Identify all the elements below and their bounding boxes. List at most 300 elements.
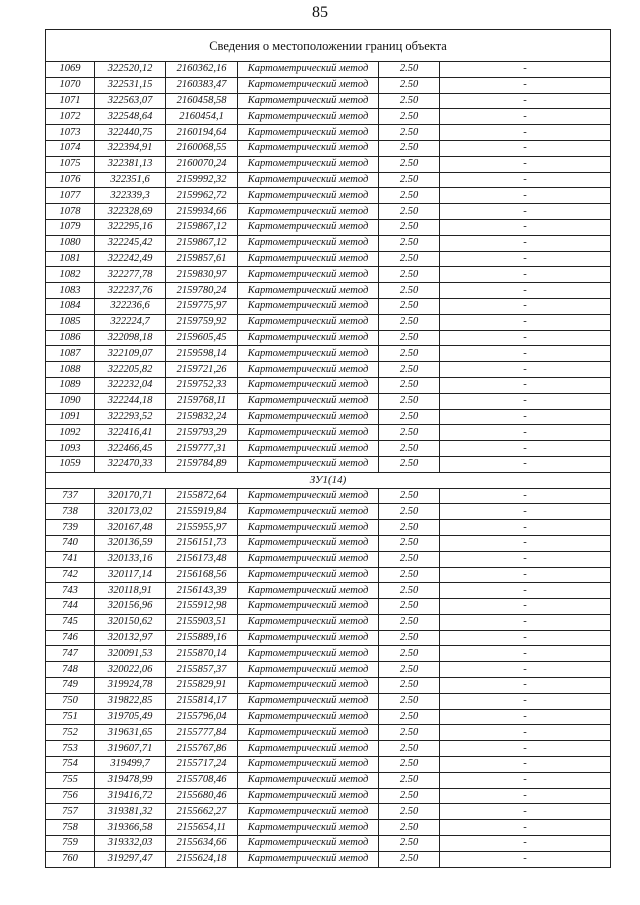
- precision-cell: 2.50: [379, 772, 440, 788]
- precision-cell: 2.50: [379, 235, 440, 251]
- description-cell: -: [440, 804, 611, 820]
- description-cell: -: [440, 93, 611, 109]
- table-row: [46, 172, 611, 188]
- method-cell: Картометрический метод: [238, 172, 379, 188]
- point-number-cell: 760: [46, 851, 95, 867]
- table-row: [46, 456, 611, 472]
- x-coordinate-cell: 322277,78: [95, 267, 166, 283]
- description-cell: -: [440, 488, 611, 504]
- precision-cell: 2.50: [379, 504, 440, 520]
- table-title: Сведения о местоположении границ объекта: [46, 30, 611, 62]
- x-coordinate-cell: 322109,07: [95, 346, 166, 362]
- y-coordinate-cell: 2159598,14: [166, 346, 238, 362]
- y-coordinate-cell: 2159784,89: [166, 456, 238, 472]
- point-number-cell: 755: [46, 772, 95, 788]
- x-coordinate-cell: 322236,6: [95, 298, 166, 314]
- y-coordinate-cell: 2156168,56: [166, 567, 238, 583]
- y-coordinate-cell: 2155814,17: [166, 693, 238, 709]
- method-cell: Картометрический метод: [238, 646, 379, 662]
- table-row: [46, 314, 611, 330]
- section-header-row: [46, 472, 611, 488]
- description-cell: -: [440, 693, 611, 709]
- point-number-cell: 748: [46, 662, 95, 678]
- y-coordinate-cell: 2156143,39: [166, 583, 238, 599]
- precision-cell: 2.50: [379, 488, 440, 504]
- method-cell: Картометрический метод: [238, 836, 379, 852]
- y-coordinate-cell: 2160194,64: [166, 125, 238, 141]
- table-row: [46, 156, 611, 172]
- y-coordinate-cell: 2159857,61: [166, 251, 238, 267]
- precision-cell: 2.50: [379, 188, 440, 204]
- precision-cell: 2.50: [379, 662, 440, 678]
- point-number-cell: 746: [46, 630, 95, 646]
- description-cell: -: [440, 757, 611, 773]
- table-row: [46, 298, 611, 314]
- y-coordinate-cell: 2156173,48: [166, 551, 238, 567]
- description-cell: -: [440, 535, 611, 551]
- point-number-cell: 757: [46, 804, 95, 820]
- point-number-cell: 1076: [46, 172, 95, 188]
- x-coordinate-cell: 322531,15: [95, 77, 166, 93]
- table-row: [46, 614, 611, 630]
- precision-cell: 2.50: [379, 599, 440, 615]
- method-cell: Картометрический метод: [238, 551, 379, 567]
- point-number-cell: 1090: [46, 393, 95, 409]
- y-coordinate-cell: 2160383,47: [166, 77, 238, 93]
- method-cell: Картометрический метод: [238, 567, 379, 583]
- precision-cell: 2.50: [379, 314, 440, 330]
- description-cell: -: [440, 662, 611, 678]
- y-coordinate-cell: 2160068,55: [166, 140, 238, 156]
- table-row: [46, 425, 611, 441]
- precision-cell: 2.50: [379, 393, 440, 409]
- method-cell: Картометрический метод: [238, 851, 379, 867]
- x-coordinate-cell: 320133,16: [95, 551, 166, 567]
- point-number-cell: 1074: [46, 140, 95, 156]
- point-number-cell: 750: [46, 693, 95, 709]
- x-coordinate-cell: 320156,96: [95, 599, 166, 615]
- precision-cell: 2.50: [379, 693, 440, 709]
- y-coordinate-cell: 2155870,14: [166, 646, 238, 662]
- precision-cell: 2.50: [379, 346, 440, 362]
- y-coordinate-cell: 2155872,64: [166, 488, 238, 504]
- table-row: [46, 219, 611, 235]
- description-cell: -: [440, 77, 611, 93]
- description-cell: -: [440, 441, 611, 457]
- table-row: [46, 788, 611, 804]
- precision-cell: 2.50: [379, 804, 440, 820]
- description-cell: -: [440, 741, 611, 757]
- description-cell: -: [440, 172, 611, 188]
- x-coordinate-cell: 322520,12: [95, 62, 166, 78]
- y-coordinate-cell: 2160454,1: [166, 109, 238, 125]
- y-coordinate-cell: 2155662,27: [166, 804, 238, 820]
- description-cell: -: [440, 188, 611, 204]
- table-row: [46, 235, 611, 251]
- description-cell: -: [440, 788, 611, 804]
- x-coordinate-cell: 322328,69: [95, 204, 166, 220]
- method-cell: Картометрический метод: [238, 346, 379, 362]
- description-cell: -: [440, 851, 611, 867]
- point-number-cell: 744: [46, 599, 95, 615]
- description-cell: -: [440, 267, 611, 283]
- precision-cell: 2.50: [379, 757, 440, 773]
- x-coordinate-cell: 322563,07: [95, 93, 166, 109]
- method-cell: Картометрический метод: [238, 314, 379, 330]
- point-number-cell: 1070: [46, 77, 95, 93]
- point-number-cell: 753: [46, 741, 95, 757]
- y-coordinate-cell: 2159777,31: [166, 441, 238, 457]
- table-row: [46, 251, 611, 267]
- y-coordinate-cell: 2155889,16: [166, 630, 238, 646]
- method-cell: Картометрический метод: [238, 725, 379, 741]
- method-cell: Картометрический метод: [238, 757, 379, 773]
- point-number-cell: 1089: [46, 377, 95, 393]
- x-coordinate-cell: 319607,71: [95, 741, 166, 757]
- table-row: [46, 820, 611, 836]
- method-cell: Картометрический метод: [238, 362, 379, 378]
- table-row: [46, 551, 611, 567]
- precision-cell: 2.50: [379, 851, 440, 867]
- table-row: [46, 583, 611, 599]
- y-coordinate-cell: 2159605,45: [166, 330, 238, 346]
- table-row: [46, 409, 611, 425]
- precision-cell: 2.50: [379, 678, 440, 694]
- point-number-cell: 1093: [46, 441, 95, 457]
- method-cell: Картометрический метод: [238, 188, 379, 204]
- x-coordinate-cell: 322237,76: [95, 283, 166, 299]
- method-cell: Картометрический метод: [238, 219, 379, 235]
- description-cell: -: [440, 504, 611, 520]
- method-cell: Картометрический метод: [238, 425, 379, 441]
- point-number-cell: 1080: [46, 235, 95, 251]
- method-cell: Картометрический метод: [238, 662, 379, 678]
- description-cell: -: [440, 551, 611, 567]
- precision-cell: 2.50: [379, 741, 440, 757]
- point-number-cell: 738: [46, 504, 95, 520]
- description-cell: -: [440, 219, 611, 235]
- method-cell: Картометрический метод: [238, 409, 379, 425]
- y-coordinate-cell: 2155634,66: [166, 836, 238, 852]
- y-coordinate-cell: 2155654,11: [166, 820, 238, 836]
- x-coordinate-cell: 320117,14: [95, 567, 166, 583]
- table-row: [46, 62, 611, 78]
- description-cell: -: [440, 456, 611, 472]
- x-coordinate-cell: 322295,16: [95, 219, 166, 235]
- precision-cell: 2.50: [379, 709, 440, 725]
- y-coordinate-cell: 2159867,12: [166, 235, 238, 251]
- table-row: [46, 140, 611, 156]
- y-coordinate-cell: 2155717,24: [166, 757, 238, 773]
- method-cell: Картометрический метод: [238, 488, 379, 504]
- table-row: [46, 346, 611, 362]
- section-title: ЗУ1(14): [46, 472, 611, 488]
- table-row: [46, 567, 611, 583]
- table-row: [46, 283, 611, 299]
- table-row: [46, 535, 611, 551]
- method-cell: Картометрический метод: [238, 820, 379, 836]
- point-number-cell: 1072: [46, 109, 95, 125]
- description-cell: -: [440, 377, 611, 393]
- method-cell: Картометрический метод: [238, 456, 379, 472]
- y-coordinate-cell: 2159780,24: [166, 283, 238, 299]
- precision-cell: 2.50: [379, 204, 440, 220]
- point-number-cell: 1075: [46, 156, 95, 172]
- x-coordinate-cell: 320091,53: [95, 646, 166, 662]
- x-coordinate-cell: 320167,48: [95, 520, 166, 536]
- point-number-cell: 737: [46, 488, 95, 504]
- description-cell: -: [440, 314, 611, 330]
- table-row: [46, 630, 611, 646]
- point-number-cell: 751: [46, 709, 95, 725]
- method-cell: Картометрический метод: [238, 125, 379, 141]
- x-coordinate-cell: 322245,42: [95, 235, 166, 251]
- x-coordinate-cell: 322098,18: [95, 330, 166, 346]
- method-cell: Картометрический метод: [238, 109, 379, 125]
- y-coordinate-cell: 2155708,46: [166, 772, 238, 788]
- description-cell: -: [440, 425, 611, 441]
- precision-cell: 2.50: [379, 377, 440, 393]
- method-cell: Картометрический метод: [238, 251, 379, 267]
- method-cell: Картометрический метод: [238, 693, 379, 709]
- x-coordinate-cell: 322548,64: [95, 109, 166, 125]
- description-cell: -: [440, 409, 611, 425]
- precision-cell: 2.50: [379, 140, 440, 156]
- point-number-cell: 741: [46, 551, 95, 567]
- table-body: [46, 62, 611, 868]
- table-row: [46, 662, 611, 678]
- y-coordinate-cell: 2159775,97: [166, 298, 238, 314]
- x-coordinate-cell: 322394,91: [95, 140, 166, 156]
- table-row: [46, 709, 611, 725]
- precision-cell: 2.50: [379, 298, 440, 314]
- point-number-cell: 1088: [46, 362, 95, 378]
- y-coordinate-cell: 2155777,84: [166, 725, 238, 741]
- x-coordinate-cell: 319416,72: [95, 788, 166, 804]
- method-cell: Картометрический метод: [238, 709, 379, 725]
- description-cell: -: [440, 567, 611, 583]
- y-coordinate-cell: 2159992,32: [166, 172, 238, 188]
- description-cell: -: [440, 62, 611, 78]
- point-number-cell: 747: [46, 646, 95, 662]
- x-coordinate-cell: 319478,99: [95, 772, 166, 788]
- precision-cell: 2.50: [379, 172, 440, 188]
- table-row: [46, 504, 611, 520]
- precision-cell: 2.50: [379, 62, 440, 78]
- table-row: [46, 362, 611, 378]
- method-cell: Картометрический метод: [238, 788, 379, 804]
- description-cell: -: [440, 298, 611, 314]
- precision-cell: 2.50: [379, 551, 440, 567]
- description-cell: -: [440, 614, 611, 630]
- description-cell: -: [440, 251, 611, 267]
- table-row: [46, 441, 611, 457]
- description-cell: -: [440, 599, 611, 615]
- precision-cell: 2.50: [379, 520, 440, 536]
- x-coordinate-cell: 322244,18: [95, 393, 166, 409]
- y-coordinate-cell: 2155955,97: [166, 520, 238, 536]
- x-coordinate-cell: 319381,32: [95, 804, 166, 820]
- description-cell: -: [440, 235, 611, 251]
- point-number-cell: 740: [46, 535, 95, 551]
- x-coordinate-cell: 322470,33: [95, 456, 166, 472]
- point-number-cell: 754: [46, 757, 95, 773]
- x-coordinate-cell: 319924,78: [95, 678, 166, 694]
- y-coordinate-cell: 2159867,12: [166, 219, 238, 235]
- y-coordinate-cell: 2155903,51: [166, 614, 238, 630]
- method-cell: Картометрический метод: [238, 62, 379, 78]
- method-cell: Картометрический метод: [238, 772, 379, 788]
- method-cell: Картометрический метод: [238, 77, 379, 93]
- y-coordinate-cell: 2159768,11: [166, 393, 238, 409]
- x-coordinate-cell: 320170,71: [95, 488, 166, 504]
- point-number-cell: 1077: [46, 188, 95, 204]
- point-number-cell: 758: [46, 820, 95, 836]
- method-cell: Картометрический метод: [238, 535, 379, 551]
- method-cell: Картометрический метод: [238, 630, 379, 646]
- table-row: [46, 109, 611, 125]
- y-coordinate-cell: 2155624,18: [166, 851, 238, 867]
- point-number-cell: 1081: [46, 251, 95, 267]
- y-coordinate-cell: 2159962,72: [166, 188, 238, 204]
- table-row: [46, 693, 611, 709]
- y-coordinate-cell: 2160362,16: [166, 62, 238, 78]
- description-cell: -: [440, 630, 611, 646]
- description-cell: -: [440, 583, 611, 599]
- point-number-cell: 1078: [46, 204, 95, 220]
- y-coordinate-cell: 2159759,92: [166, 314, 238, 330]
- x-coordinate-cell: 322339,3: [95, 188, 166, 204]
- table-row: [46, 393, 611, 409]
- point-number-cell: 756: [46, 788, 95, 804]
- table-row: [46, 646, 611, 662]
- x-coordinate-cell: 319631,65: [95, 725, 166, 741]
- precision-cell: 2.50: [379, 567, 440, 583]
- table-row: [46, 330, 611, 346]
- point-number-cell: 1092: [46, 425, 95, 441]
- point-number-cell: 739: [46, 520, 95, 536]
- precision-cell: 2.50: [379, 583, 440, 599]
- x-coordinate-cell: 322381,13: [95, 156, 166, 172]
- precision-cell: 2.50: [379, 362, 440, 378]
- x-coordinate-cell: 320022,06: [95, 662, 166, 678]
- precision-cell: 2.50: [379, 820, 440, 836]
- x-coordinate-cell: 320150,62: [95, 614, 166, 630]
- x-coordinate-cell: 322232,04: [95, 377, 166, 393]
- point-number-cell: 1086: [46, 330, 95, 346]
- precision-cell: 2.50: [379, 646, 440, 662]
- x-coordinate-cell: 319366,58: [95, 820, 166, 836]
- table-row: [46, 204, 611, 220]
- x-coordinate-cell: 322242,49: [95, 251, 166, 267]
- x-coordinate-cell: 322205,82: [95, 362, 166, 378]
- x-coordinate-cell: 322416,41: [95, 425, 166, 441]
- table-row: [46, 93, 611, 109]
- method-cell: Картометрический метод: [238, 140, 379, 156]
- method-cell: Картометрический метод: [238, 393, 379, 409]
- precision-cell: 2.50: [379, 251, 440, 267]
- table-row: [46, 804, 611, 820]
- point-number-cell: 1083: [46, 283, 95, 299]
- x-coordinate-cell: 320173,02: [95, 504, 166, 520]
- point-number-cell: 1073: [46, 125, 95, 141]
- x-coordinate-cell: 319297,47: [95, 851, 166, 867]
- y-coordinate-cell: 2155919,84: [166, 504, 238, 520]
- description-cell: -: [440, 125, 611, 141]
- table-row: [46, 741, 611, 757]
- table-row: [46, 520, 611, 536]
- table-row: [46, 377, 611, 393]
- description-cell: -: [440, 520, 611, 536]
- table-row: [46, 851, 611, 867]
- y-coordinate-cell: 2159752,33: [166, 377, 238, 393]
- method-cell: Картометрический метод: [238, 520, 379, 536]
- table-row: [46, 77, 611, 93]
- point-number-cell: 1069: [46, 62, 95, 78]
- x-coordinate-cell: 320118,91: [95, 583, 166, 599]
- point-number-cell: 743: [46, 583, 95, 599]
- precision-cell: 2.50: [379, 156, 440, 172]
- table-row: [46, 772, 611, 788]
- table-row: [46, 488, 611, 504]
- point-number-cell: 1071: [46, 93, 95, 109]
- description-cell: -: [440, 836, 611, 852]
- method-cell: Картометрический метод: [238, 741, 379, 757]
- description-cell: -: [440, 678, 611, 694]
- x-coordinate-cell: 319332,03: [95, 836, 166, 852]
- description-cell: -: [440, 156, 611, 172]
- method-cell: Картометрический метод: [238, 235, 379, 251]
- point-number-cell: 1059: [46, 456, 95, 472]
- method-cell: Картометрический метод: [238, 298, 379, 314]
- method-cell: Картометрический метод: [238, 614, 379, 630]
- table-row: [46, 125, 611, 141]
- precision-cell: 2.50: [379, 630, 440, 646]
- precision-cell: 2.50: [379, 330, 440, 346]
- y-coordinate-cell: 2156151,73: [166, 535, 238, 551]
- page-number: 85: [312, 4, 328, 21]
- x-coordinate-cell: 322224,7: [95, 314, 166, 330]
- x-coordinate-cell: 319822,85: [95, 693, 166, 709]
- method-cell: Картометрический метод: [238, 678, 379, 694]
- y-coordinate-cell: 2159832,24: [166, 409, 238, 425]
- description-cell: -: [440, 709, 611, 725]
- method-cell: Картометрический метод: [238, 267, 379, 283]
- description-cell: -: [440, 140, 611, 156]
- x-coordinate-cell: 319499,7: [95, 757, 166, 773]
- x-coordinate-cell: 320136,59: [95, 535, 166, 551]
- y-coordinate-cell: 2159721,26: [166, 362, 238, 378]
- precision-cell: 2.50: [379, 109, 440, 125]
- precision-cell: 2.50: [379, 836, 440, 852]
- x-coordinate-cell: 322351,6: [95, 172, 166, 188]
- x-coordinate-cell: 320132,97: [95, 630, 166, 646]
- description-cell: -: [440, 283, 611, 299]
- y-coordinate-cell: 2160070,24: [166, 156, 238, 172]
- table-row: [46, 599, 611, 615]
- point-number-cell: 1079: [46, 219, 95, 235]
- precision-cell: 2.50: [379, 93, 440, 109]
- precision-cell: 2.50: [379, 535, 440, 551]
- precision-cell: 2.50: [379, 125, 440, 141]
- precision-cell: 2.50: [379, 614, 440, 630]
- method-cell: Картометрический метод: [238, 93, 379, 109]
- y-coordinate-cell: 2155767,86: [166, 741, 238, 757]
- precision-cell: 2.50: [379, 456, 440, 472]
- method-cell: Картометрический метод: [238, 377, 379, 393]
- method-cell: Картометрический метод: [238, 156, 379, 172]
- method-cell: Картометрический метод: [238, 583, 379, 599]
